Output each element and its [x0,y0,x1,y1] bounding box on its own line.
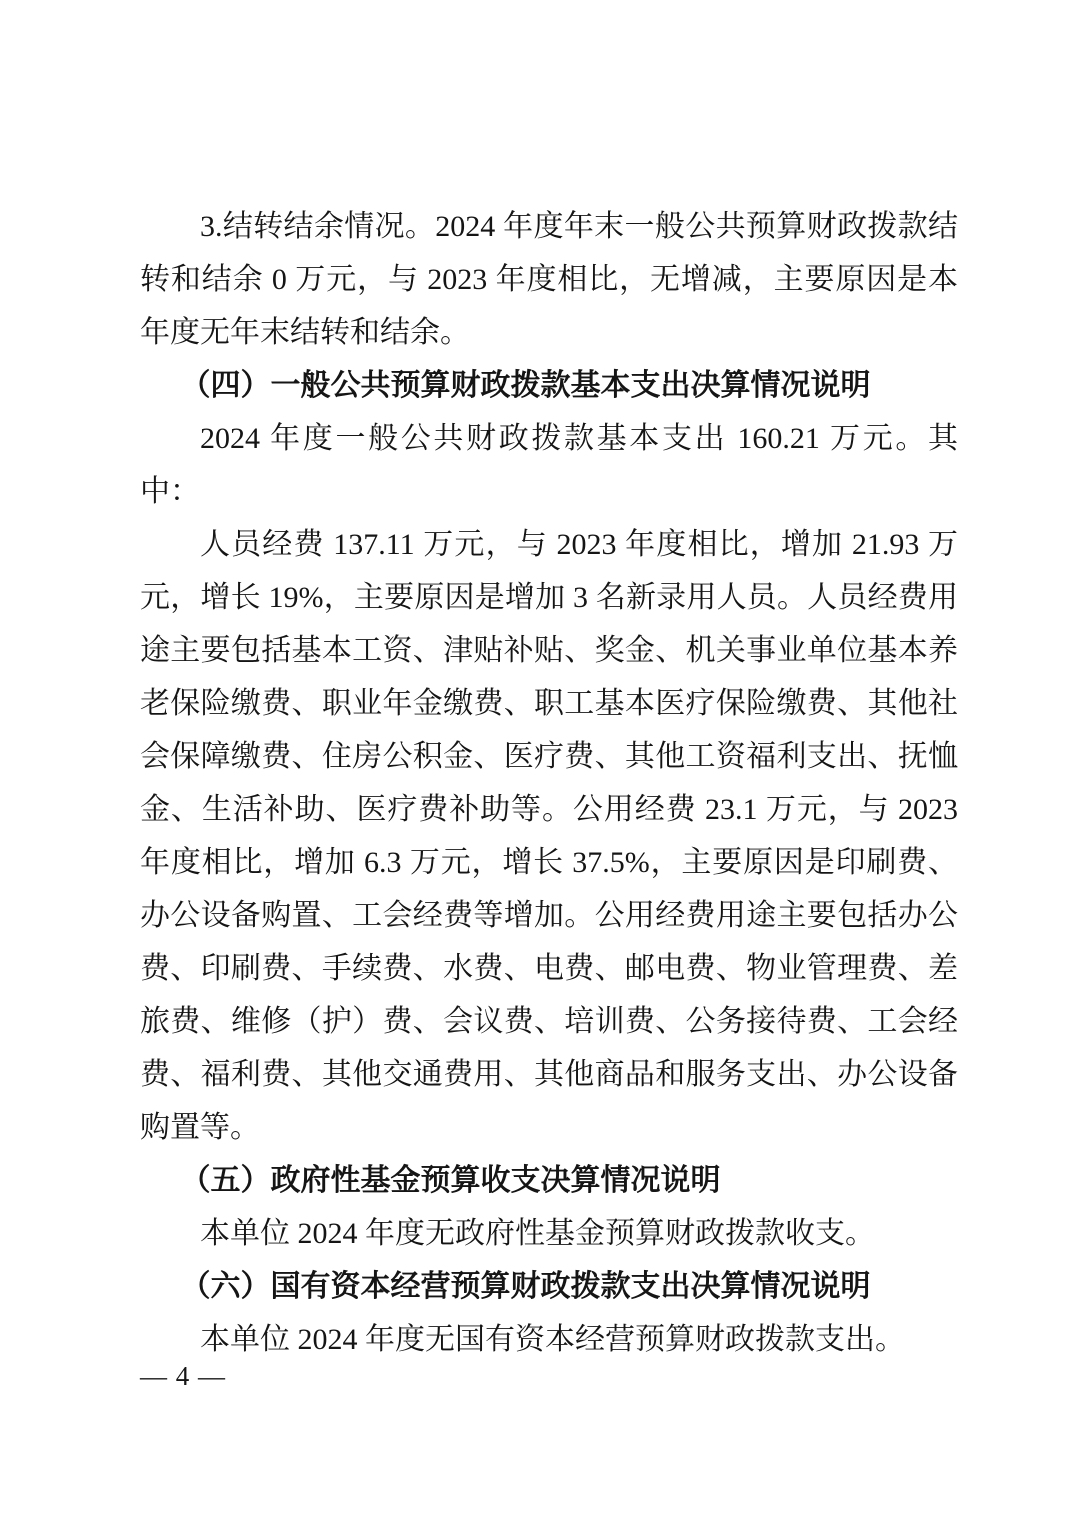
paragraph-carryover-balance: 3.结转结余情况。2024 年度年末一般公共预算财政拨款结转和结余 0 万元，与 2023 年度相比，无增减，主要原因是本年度无年末结转和结余。 [140,210,958,349]
section-heading-6-state-capital-budget: （六）国有资本经营预算财政拨款支出决算情况说明 [180,1270,871,1303]
paragraph-basic-expenditure-total: 2024 年度一般公共财政拨款基本支出 160.21 万元。其中： [140,422,958,508]
page-number: — 4 — [140,1361,226,1391]
section-heading-4-basic-expenditure: （四）一般公共预算财政拨款基本支出决算情况说明 [180,369,871,402]
paragraph-state-capital-budget: 本单位 2024 年度无国有资本经营预算财政拨款支出。 [200,1323,905,1356]
document-body [140,200,958,1366]
section-heading-5-gov-fund-budget: （五）政府性基金预算收支决算情况说明 [180,1164,721,1197]
paragraph-personnel-and-public-funds: 人员经费 137.11 万元，与 2023 年度相比，增加 21.93 万元，增长 19%，主要原因是增加 3 名新录用人员。人员经费用途主要包括基本工资、津贴补贴、奖金、机关事业单位基本养老保险缴费、职业年金缴费、职工基本医疗保险缴费、其他社会保障缴费、住房公积金、医疗费、其他工资福利支出、抚恤金、生活补助、医疗费补助等。公用经费 23.1 万元，与 2023 年度相比，增加 6.3 万元，增长 37.5%，主要原因是印刷费、办公设备购置、工会经费等增加。公用经费用途主要包括办公费、印刷费、手续费、水费、电费、邮电费、物业管理费、差旅费、维修（护）费、会议费、培训费、公务接待费、工会经费、福利费、其他交通费用、其他商品和服务支出、办公设备购置等。 [140,528,958,1144]
paragraph-gov-fund-budget: 本单位 2024 年度无政府性基金预算财政拨款收支。 [200,1217,875,1250]
